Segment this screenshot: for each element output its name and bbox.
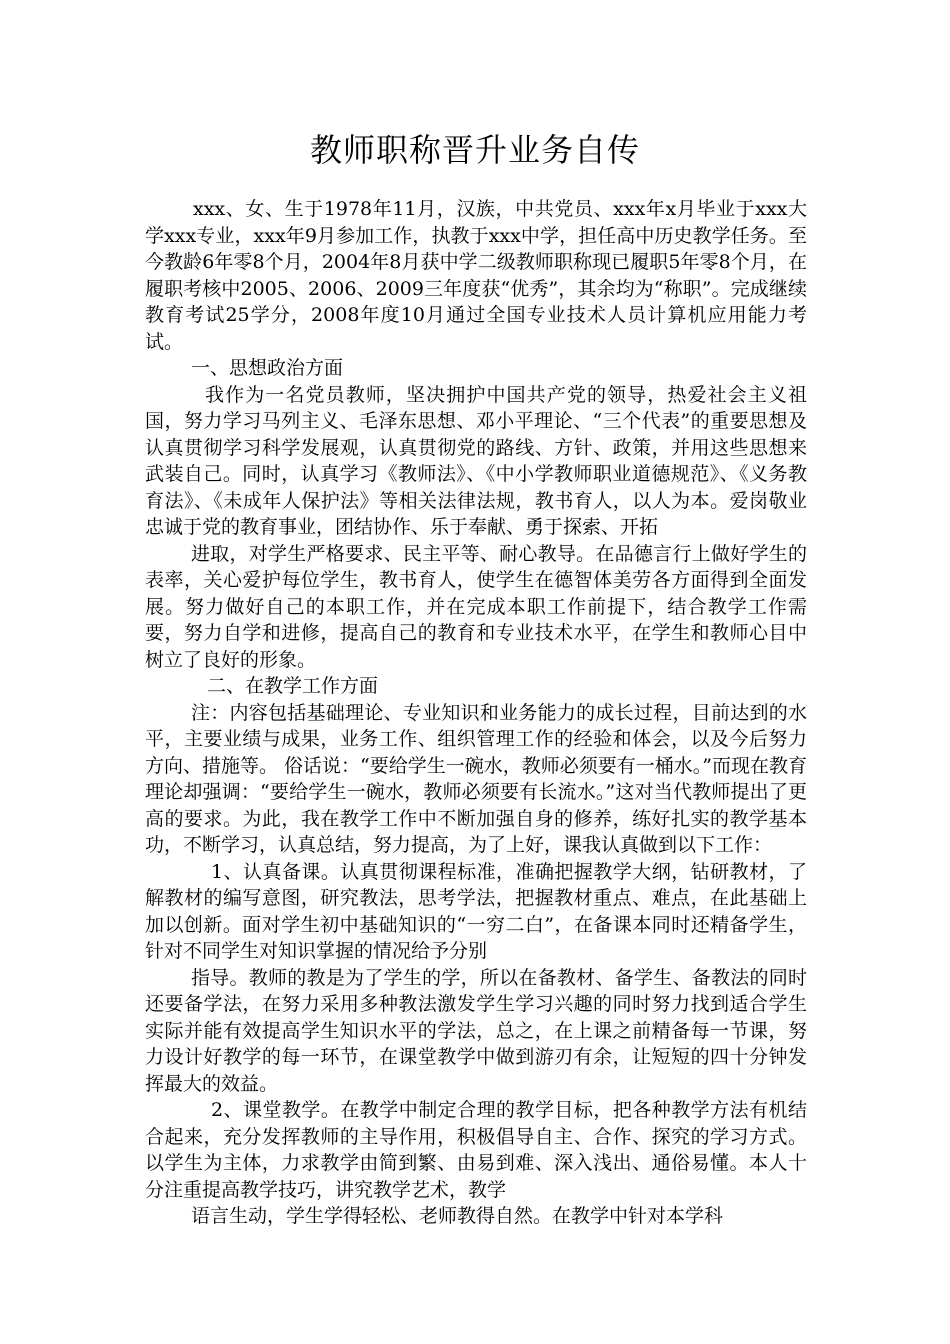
- paragraph-classroom-teaching: 2、课堂教学。在教学中制定合理的教学目标，把各种教学方法有机结合起来，充分发挥教师的主导作用，积极倡导自主、合作、探究的学习方式。以学生为主体，力求教学由简到繁、由易到难、深入浅出、通俗易懂。本人十分注重提高教学技巧，讲究教学艺术，教学: [145, 1099, 807, 1201]
- document-title: 教师职称晋升业务自传: [309, 131, 640, 169]
- section-heading-political: 一、思想政治方面: [191, 357, 344, 379]
- document-body: [145, 196, 807, 1230]
- paragraph-political: 我作为一名党员教师，坚决拥护中国共产党的领导，热爱社会主义祖国，努力学习马列主义、毛泽东思想、邓小平理论、“三个代表”的重要思想及认真贯彻学习科学发展观，认真贯彻党的路线、方针、政策，并用这些思想来武装自己。同时，认真学习《教师法》、《中小学教师职业道德规范》、《义务教育法》、《未成年人保护法》等相关法律法规，教书育人，以人为本。爱岗敬业忠诚于党的教育事业，团结协作、乐于奉献、勇于探索、开拓: [145, 383, 807, 538]
- paragraph-teaching-note: 注：内容包括基础理论、专业知识和业务能力的成长过程，目前达到的水平，主要业绩与成果，业务工作、组织管理工作的经验和体会，以及今后努力方向、措施等。 俗话说：“要给学生一碗水，教师必须要有一桶水。”而现在教育理论却强调：“要给学生一碗水，教师必须要有长流水。”这对当代教师提出了更高的要求。为此，我在教学工作中不断加强自身的修养，练好扎实的教学基本功，不断学习，认真总结，努力提高，为了上好，课我认真做到以下工作：: [145, 701, 807, 856]
- paragraph-lesson-prep: 1、认真备课。认真贯彻课程标准，准确把握教学大纲，钻研教材，了解教材的编写意图，研究教法，思考学法，把握教材重点、难点，在此基础上加以创新。面对学生初中基础知识的“一穷二白”，在备课本同时还精备学生，针对不同学生对知识掌握的情况给予分别: [145, 860, 807, 962]
- paragraph-political-continued: 进取，对学生严格要求、民主平等、耐心教导。在品德言行上做好学生的表率，关心爱护每位学生，教书育人，使学生在德智体美劳各方面得到全面发展。努力做好自己的本职工作，并在完成本职工作前提下，结合教学工作需要，努力自学和进修，提高自己的教育和专业技术水平，在学生和教师心目中树立了良好的形象。: [145, 542, 807, 671]
- paragraph-classroom-continued: 语言生动，学生学得轻松、老师教得自然。在教学中针对本学科: [191, 1205, 724, 1227]
- paragraph-lesson-prep-continued: 指导。教师的教是为了学生的学，所以在备教材、备学生、备教法的同时还要备学法，在努力采用多种教法激发学生学习兴趣的同时努力找到适合学生实际并能有效提高学生知识水平的学法，总之，在上课之前精备每一节课，努力设计好教学的每一环节，在课堂教学中做到游刃有余，让短短的四十分钟发挥最大的效益。: [145, 966, 807, 1095]
- section-heading-teaching: 二、在教学工作方面: [207, 675, 379, 697]
- paragraph-personal-info: xxx、女、生于1978年11月，汉族，中共党员、xxx年x月毕业于xxx大学xxx专业，xxx年9月参加工作，执教于xxx中学，担任高中历史教学任务。至今教龄6年零8个月，2004年8月获中学二级教师职称现已履职5年零8个月，在履职考核中2005、2006、2009三年度获“优秀”，其余均为“称职”。完成继续教育考试25学分，2008年度10月通过全国专业技术人员计算机应用能力考试。: [145, 198, 807, 353]
